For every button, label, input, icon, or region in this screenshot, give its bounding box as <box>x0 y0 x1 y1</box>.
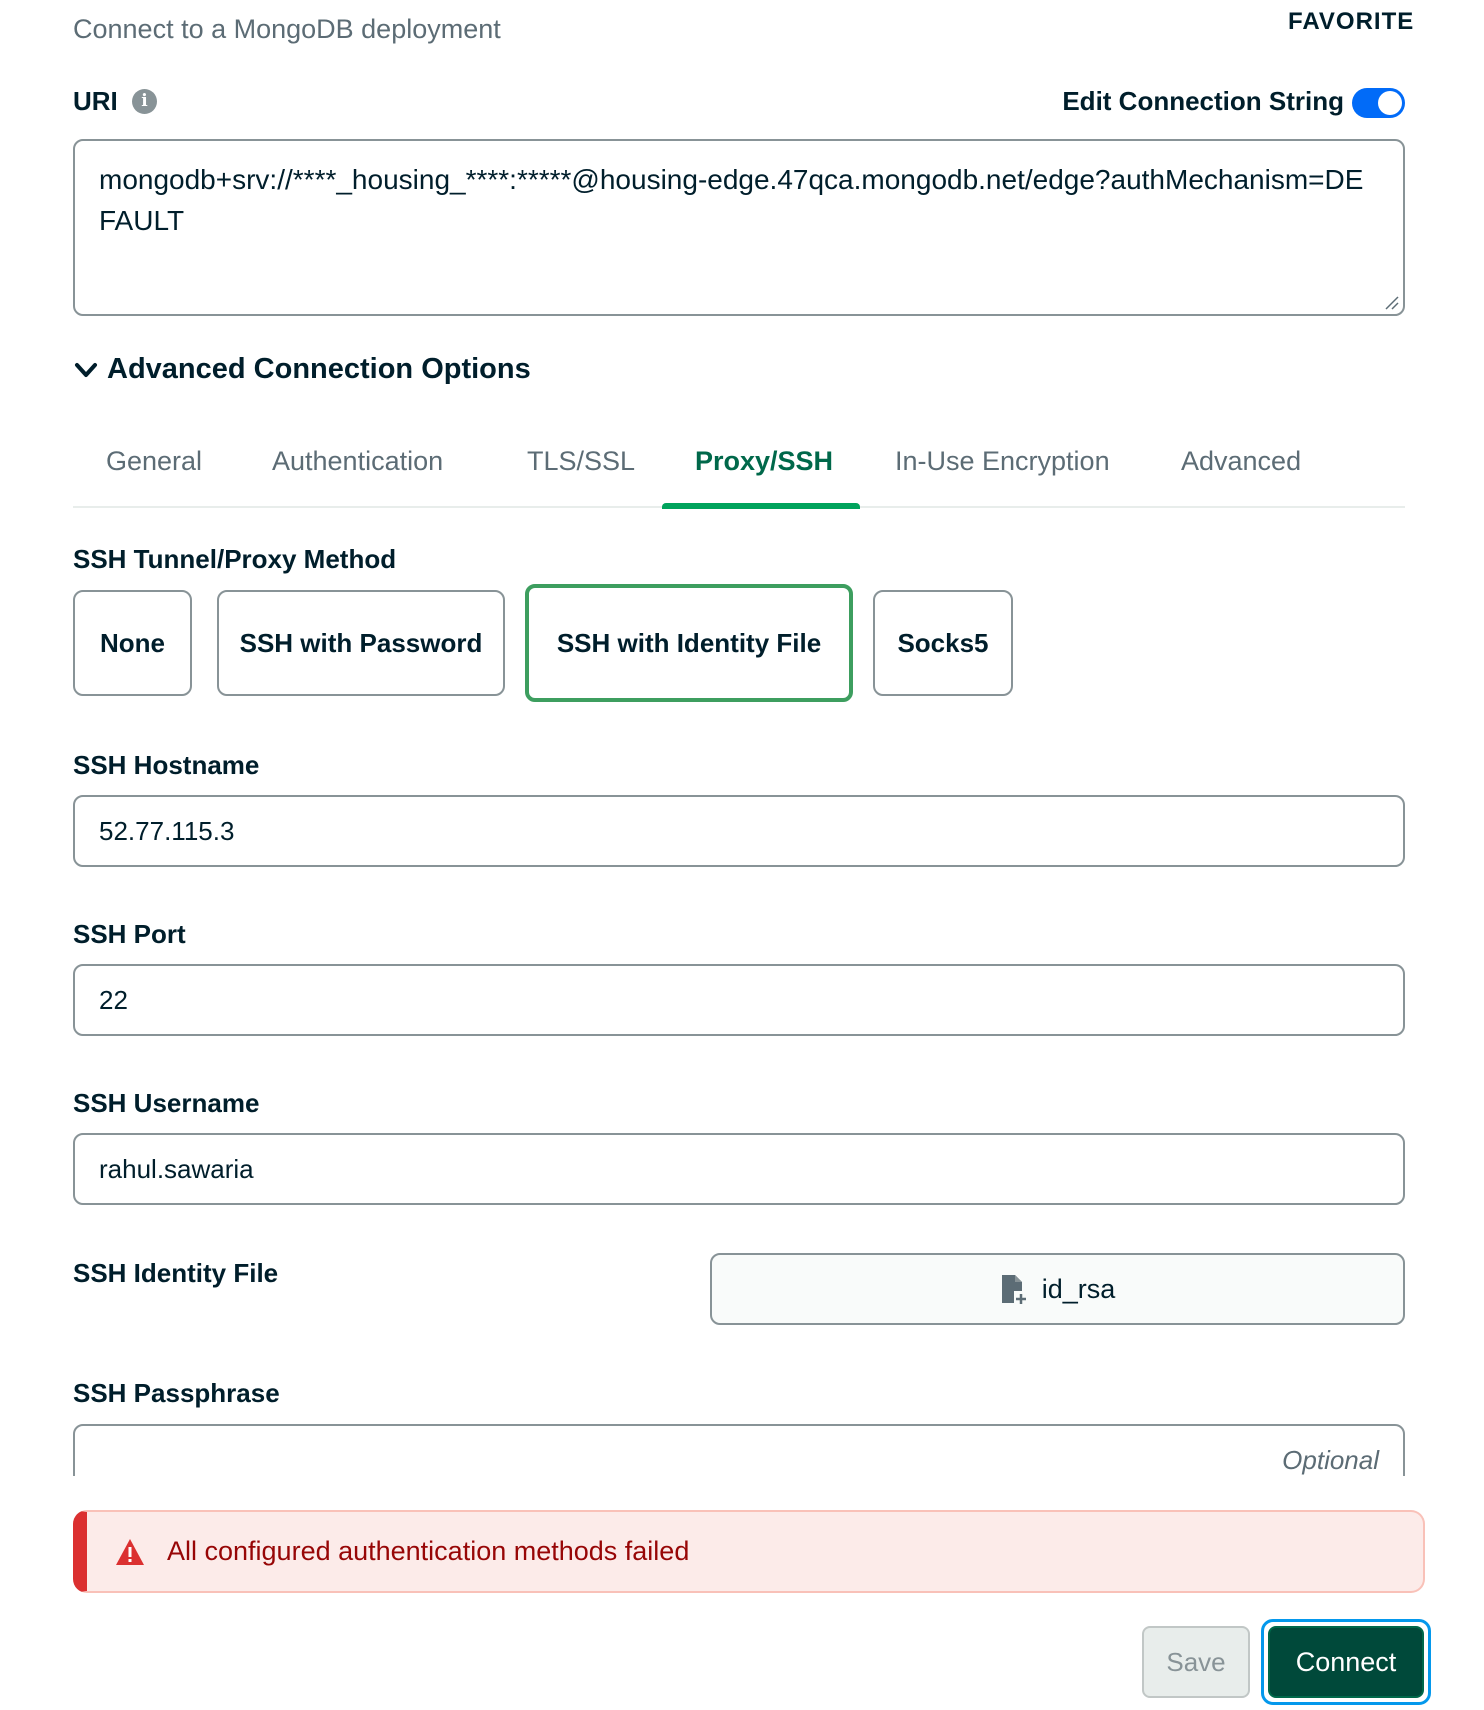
ssh-method-label: SSH Tunnel/Proxy Method <box>73 544 397 574</box>
tab-authentication[interactable]: Authentication <box>272 446 444 476</box>
tab-tls-ssl[interactable]: TLS/SSL <box>527 446 636 476</box>
ssh-port-input[interactable]: 22 <box>73 964 1405 1036</box>
connection-string-value: mongodb+srv://****_housing_****:*****@housing-edge.47qca.mongodb.net/edge?authMechanism=DEFAULT <box>99 164 1364 236</box>
resize-handle-icon[interactable] <box>1383 294 1399 310</box>
tab-proxy-ssh[interactable]: Proxy/SSH <box>695 446 834 476</box>
file-add-icon <box>1000 1273 1028 1305</box>
chevron-down-icon <box>73 357 99 383</box>
ssh-identity-file-label: SSH Identity File <box>73 1258 279 1288</box>
passphrase-placeholder: Optional <box>1282 1445 1379 1475</box>
method-none-button[interactable]: None <box>73 590 192 696</box>
advanced-options-toggle[interactable] <box>73 353 531 386</box>
uri-label: URI <box>73 86 118 116</box>
toggle-knob <box>1378 91 1402 115</box>
favorite-button[interactable]: FAVORITE <box>1288 8 1415 34</box>
error-banner <box>73 1510 1425 1593</box>
warning-icon <box>115 1538 145 1566</box>
edit-connection-string-label: Edit Connection String <box>1062 86 1344 116</box>
connect-button[interactable]: Connect <box>1268 1626 1424 1698</box>
method-ssh-identity-file-button[interactable]: SSH with Identity File <box>525 584 853 702</box>
ssh-username-label: SSH Username <box>73 1088 260 1118</box>
ssh-passphrase-input[interactable] <box>73 1424 1405 1476</box>
ssh-hostname-label: SSH Hostname <box>73 750 260 780</box>
tab-advanced[interactable]: Advanced <box>1181 446 1302 476</box>
connection-string-textarea[interactable] <box>73 139 1405 316</box>
ssh-passphrase-label: SSH Passphrase <box>73 1378 280 1408</box>
advanced-options-label: Advanced Connection Options <box>107 353 531 385</box>
identity-file-picker-button[interactable] <box>710 1253 1405 1325</box>
save-button[interactable]: Save <box>1142 1626 1250 1698</box>
active-tab-indicator <box>662 503 860 509</box>
error-message: All configured authentication methods failed <box>167 1536 690 1566</box>
identity-file-name: id_rsa <box>1041 1273 1116 1304</box>
ssh-username-input[interactable]: rahul.sawaria <box>73 1133 1405 1205</box>
ssh-port-label: SSH Port <box>73 919 186 949</box>
edit-connection-string-toggle[interactable] <box>1352 88 1405 118</box>
method-socks5-button[interactable]: Socks5 <box>873 590 1013 696</box>
method-ssh-password-button[interactable]: SSH with Password <box>217 590 505 696</box>
connect-button-focus-ring <box>1261 1619 1431 1705</box>
ssh-passphrase-clip <box>73 1424 1405 1476</box>
options-tabs <box>73 432 1405 508</box>
info-icon[interactable]: i <box>132 89 157 114</box>
ssh-hostname-input[interactable]: 52.77.115.3 <box>73 795 1405 867</box>
tab-in-use-encryption[interactable]: In-Use Encryption <box>895 446 1110 476</box>
page-subtitle: Connect to a MongoDB deployment <box>73 14 501 44</box>
tab-general[interactable]: General <box>106 446 203 476</box>
